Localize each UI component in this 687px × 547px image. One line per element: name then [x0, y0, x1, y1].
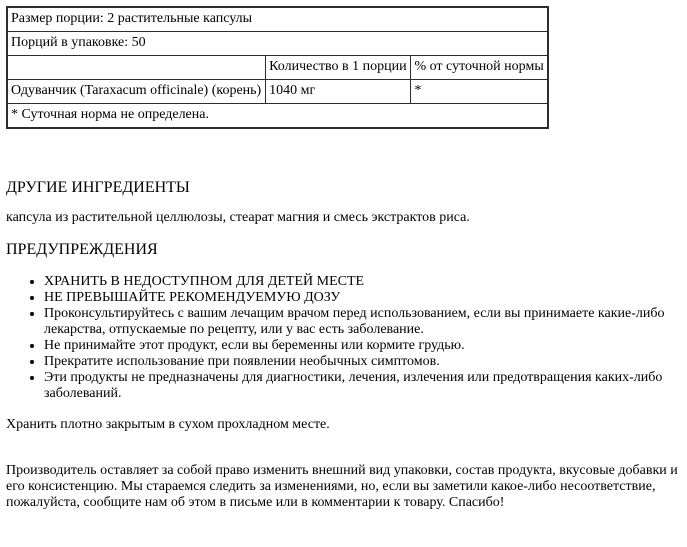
manufacturer-disclaimer: Производитель оставляет за собой право изменить внешний вид упаковки, состав продукта, вкусовые добавки и его консистенцию. Мы стараемся следить за изменениями, но, если вы заметили какое-либо несоответствие, пожалуйста, сообщите нам об этом в письме или в комментарии к товару. Спасибо! [6, 463, 678, 510]
other-ingredients-text: капсула из растительной целлюлозы, стеарат магния и смесь экстрактов риса. [6, 210, 470, 225]
header-amount-cell: Количество в 1 порции [266, 56, 411, 80]
list-item: • Прекратите использование при появлении необычных симптомов. [44, 354, 681, 370]
ingredient-amount-cell: 1040 мг [266, 80, 411, 104]
header-ingredient-cell [7, 56, 266, 80]
storage-instructions: Хранить плотно закрытым в сухом прохладном месте. [6, 417, 330, 432]
servings-per-container-cell: Порций в упаковке: 50 [7, 32, 548, 56]
servings-per-container-row [7, 32, 548, 56]
ingredient-name-cell: Одуванчик (Taraxacum officinale) (корень) [7, 80, 266, 104]
serving-size-row [7, 7, 548, 32]
ingredient-daily-value-cell: * [411, 80, 548, 104]
other-ingredients-heading: ДРУГИЕ ИНГРЕДИЕНТЫ [6, 179, 190, 196]
header-daily-value-cell: % от суточной нормы [411, 56, 548, 80]
supplement-facts-table [6, 6, 549, 129]
warnings-list [6, 274, 681, 402]
footnote-cell: * Суточная норма не определена. [7, 104, 548, 129]
warnings-heading: ПРЕДУПРЕЖДЕНИЯ [6, 241, 158, 258]
table-row [7, 80, 548, 104]
table-header-row [7, 56, 548, 80]
list-item: • Не принимайте этот продукт, если вы беременны или кормите грудью. [44, 338, 681, 354]
list-item: • НЕ ПРЕВЫШАЙТЕ РЕКОМЕНДУЕМУЮ ДОЗУ [44, 290, 681, 306]
list-item: • ХРАНИТЬ В НЕДОСТУПНОМ ДЛЯ ДЕТЕЙ МЕСТЕ [44, 274, 681, 290]
serving-size-cell: Размер порции: 2 растительные капсулы [7, 7, 548, 32]
list-item: • Проконсультируйтесь с вашим лечащим врачом перед использованием, если вы принимаете какие-либо лекарства, отпускаемые по рецепту, или у вас есть заболевание. [44, 306, 681, 338]
list-item: • Эти продукты не предназначены для диагностики, лечения, излечения или предотвращения каких-либо заболеваний. [44, 370, 681, 402]
footnote-row [7, 104, 548, 129]
